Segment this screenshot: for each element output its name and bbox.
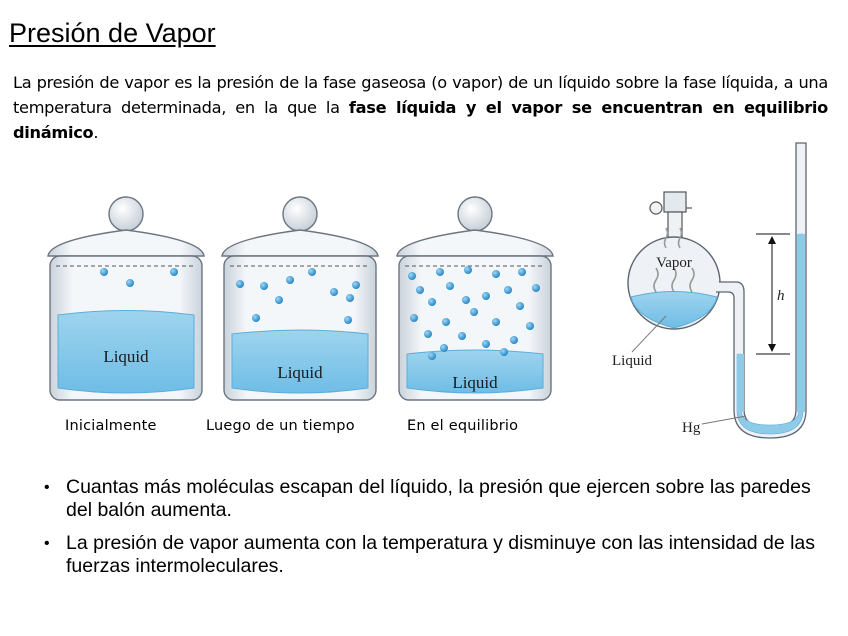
stopcock bbox=[664, 192, 686, 212]
jar-knob bbox=[283, 197, 317, 231]
h-label: h bbox=[777, 288, 785, 304]
intro-bold-text: fase líquida y el vapor se encuentran en equilibrio dinámico bbox=[13, 98, 828, 142]
caption-after-time: Luego de un tiempo bbox=[206, 418, 355, 434]
jar-liquid-label: Liquid bbox=[452, 373, 498, 392]
jar-knob bbox=[458, 197, 492, 231]
jar-lid bbox=[222, 230, 378, 256]
hg-label: Hg bbox=[682, 420, 701, 436]
jar-liquid-label: Liquid bbox=[103, 347, 149, 366]
jar-after-time bbox=[222, 197, 378, 400]
intro-paragraph bbox=[13, 70, 828, 145]
vapor-pressure-figure bbox=[0, 140, 848, 440]
jar-liquid-label: Liquid bbox=[277, 363, 323, 382]
bullet-item: • La presión de vapor aumenta con la temperatura y disminuye con las intensidad de las fuerzas intermoleculares. bbox=[44, 532, 834, 578]
jar-knob bbox=[109, 197, 143, 231]
jar-liquid bbox=[232, 330, 368, 393]
vapor-label: Vapor bbox=[656, 255, 692, 271]
caption-initial: Inicialmente bbox=[65, 418, 157, 434]
jar-equilibrium bbox=[397, 197, 553, 400]
intro-text: La presión de vapor es la presión de la fase gaseosa (o vapor) de un líquido sobre la fase líquida, a una temperatura determinada, en la que la bbox=[13, 73, 828, 117]
page-title: Presión de Vapor bbox=[9, 18, 216, 48]
jar-lid bbox=[397, 230, 553, 256]
bullet-list bbox=[44, 476, 834, 588]
intro-end: . bbox=[93, 123, 99, 142]
liquid-label: Liquid bbox=[612, 353, 652, 369]
jar-initial bbox=[48, 197, 204, 400]
flask-liquid bbox=[631, 292, 717, 329]
mercury bbox=[737, 234, 803, 434]
jar-lid bbox=[48, 230, 204, 256]
bullet-item: • Cuantas más moléculas escapan del líquido, la presión que ejercen sobre las paredes del balón aumenta. bbox=[44, 476, 834, 522]
manometer-apparatus bbox=[612, 143, 806, 438]
caption-equilibrium: En el equilibrio bbox=[407, 418, 519, 434]
